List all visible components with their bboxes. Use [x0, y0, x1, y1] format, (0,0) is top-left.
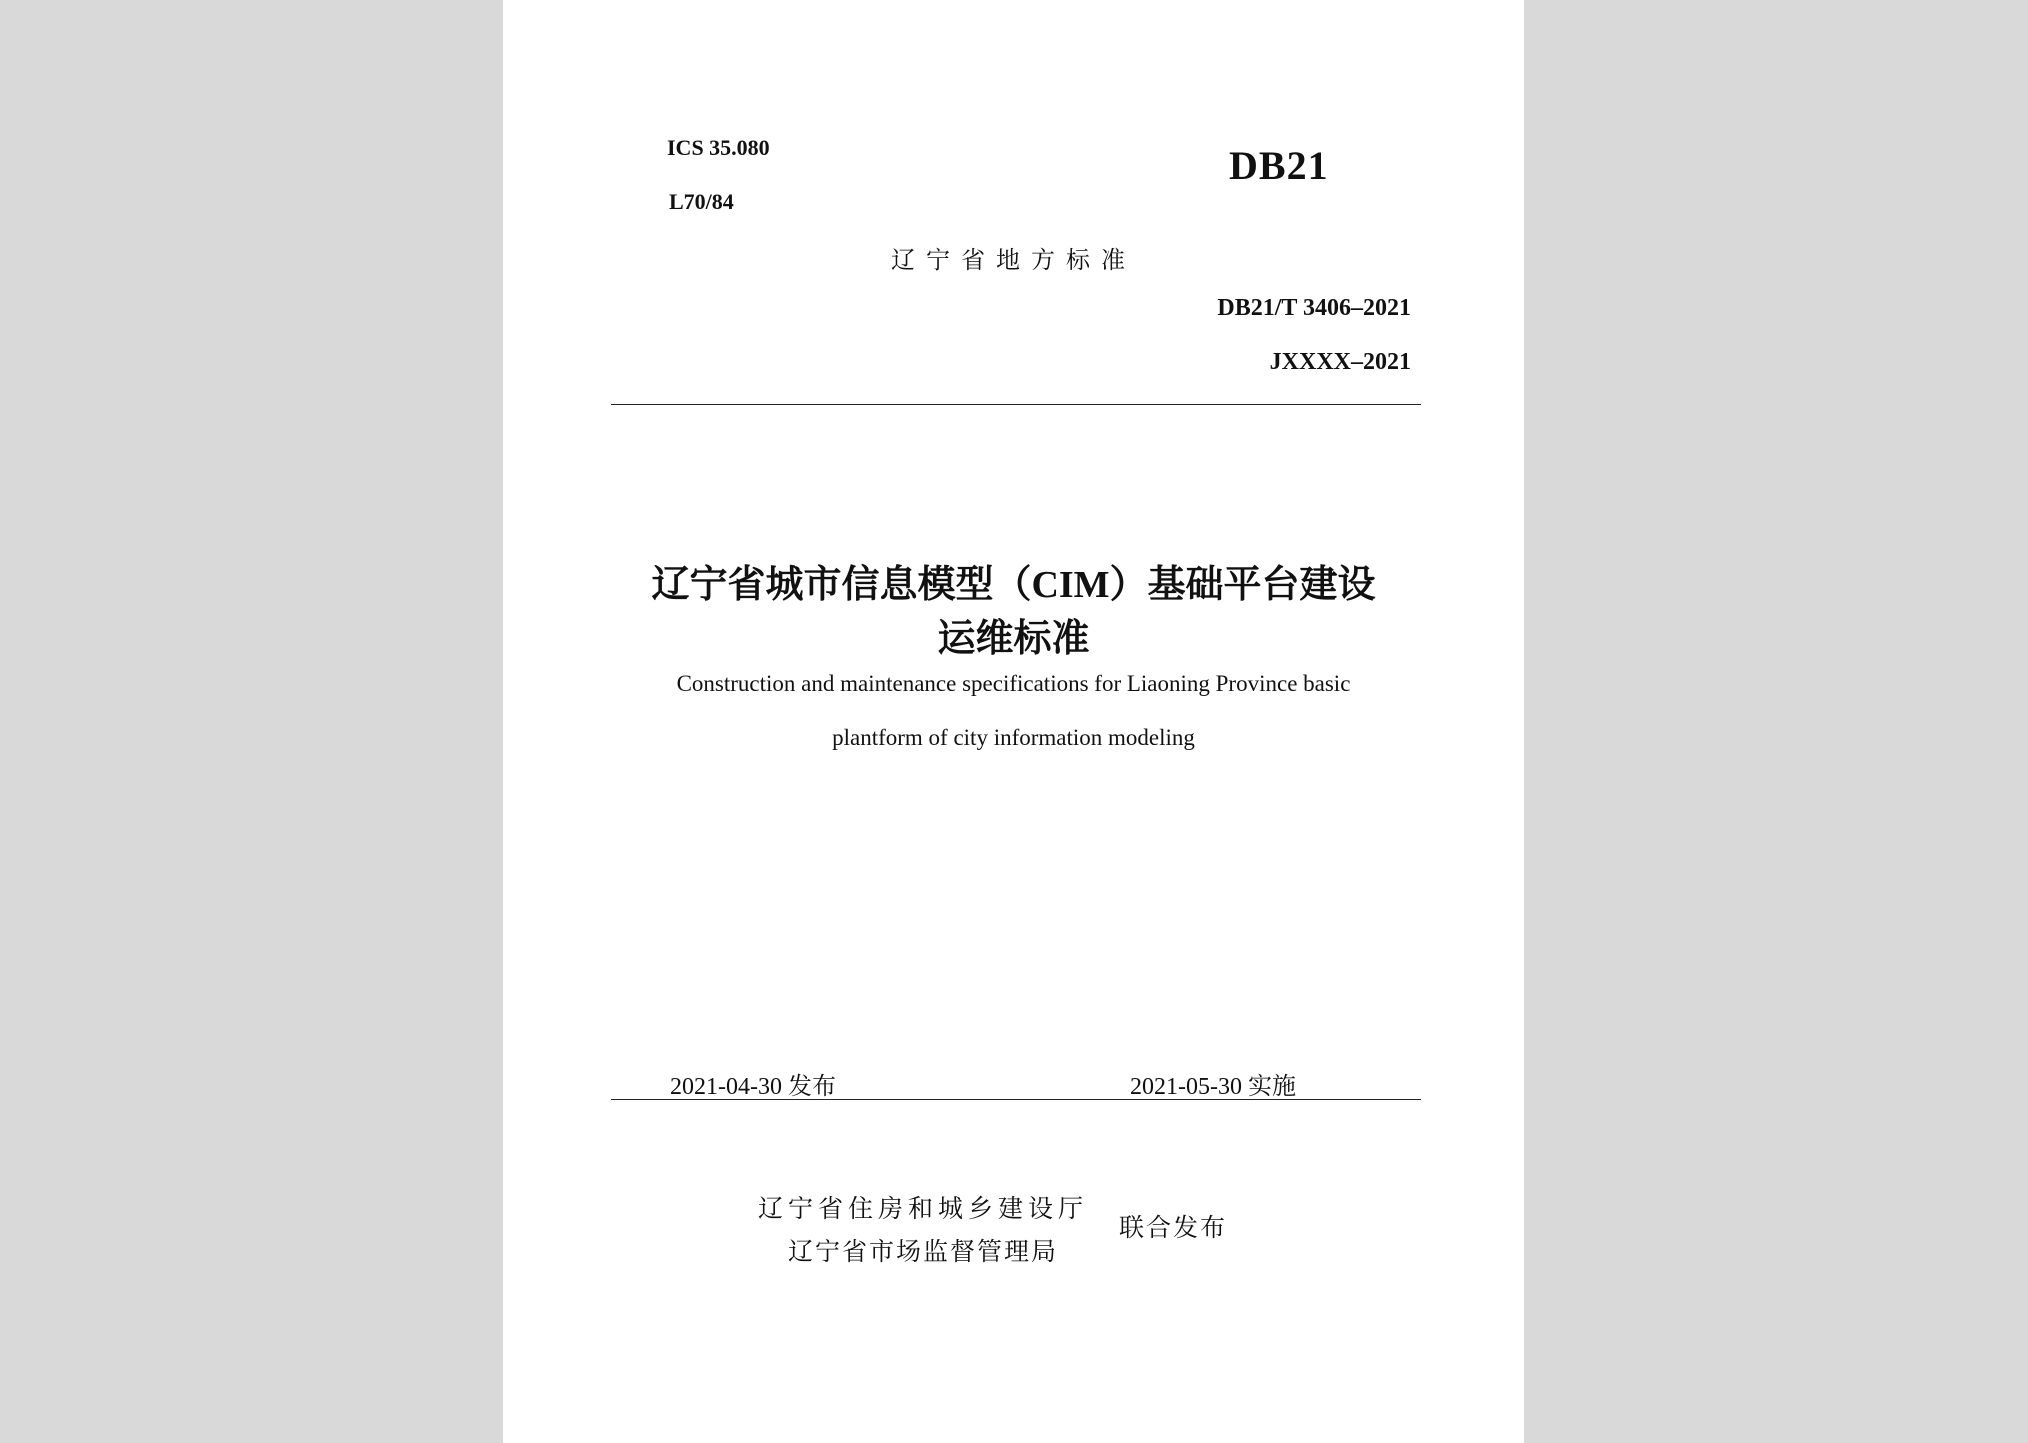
- bottom-divider: [611, 1099, 1421, 1100]
- title-english-line2: plantform of city information modeling: [832, 725, 1195, 750]
- local-standard-label: 辽宁省地方标准: [891, 248, 1136, 274]
- document-page: [503, 0, 1524, 1443]
- title-chinese-line1: 辽宁省城市信息模型（CIM）基础平台建设: [651, 564, 1376, 606]
- issuer-market-bureau: 辽宁省市场监督管理局: [788, 1239, 1059, 1266]
- implementation-date: 2021-05-30 实施: [1130, 1074, 1296, 1100]
- issue-date: 2021-04-30 发布: [670, 1074, 836, 1100]
- title-chinese-line2: 运维标准: [937, 618, 1090, 660]
- standard-number: DB21/T 3406–2021: [1217, 295, 1411, 321]
- ccs-code: L70/84: [669, 189, 734, 214]
- joint-issue-label: 联合发布: [1119, 1215, 1228, 1242]
- standard-code-logo: DB21: [1229, 143, 1329, 188]
- record-number: JXXXX–2021: [1269, 349, 1411, 375]
- top-divider: [611, 404, 1421, 405]
- ics-code: ICS 35.080: [667, 135, 770, 160]
- title-english-line1: Construction and maintenance specifications for Liaoning Province basic: [676, 671, 1351, 696]
- issuer-housing-department: 辽宁省住房和城乡建设厅: [758, 1196, 1089, 1223]
